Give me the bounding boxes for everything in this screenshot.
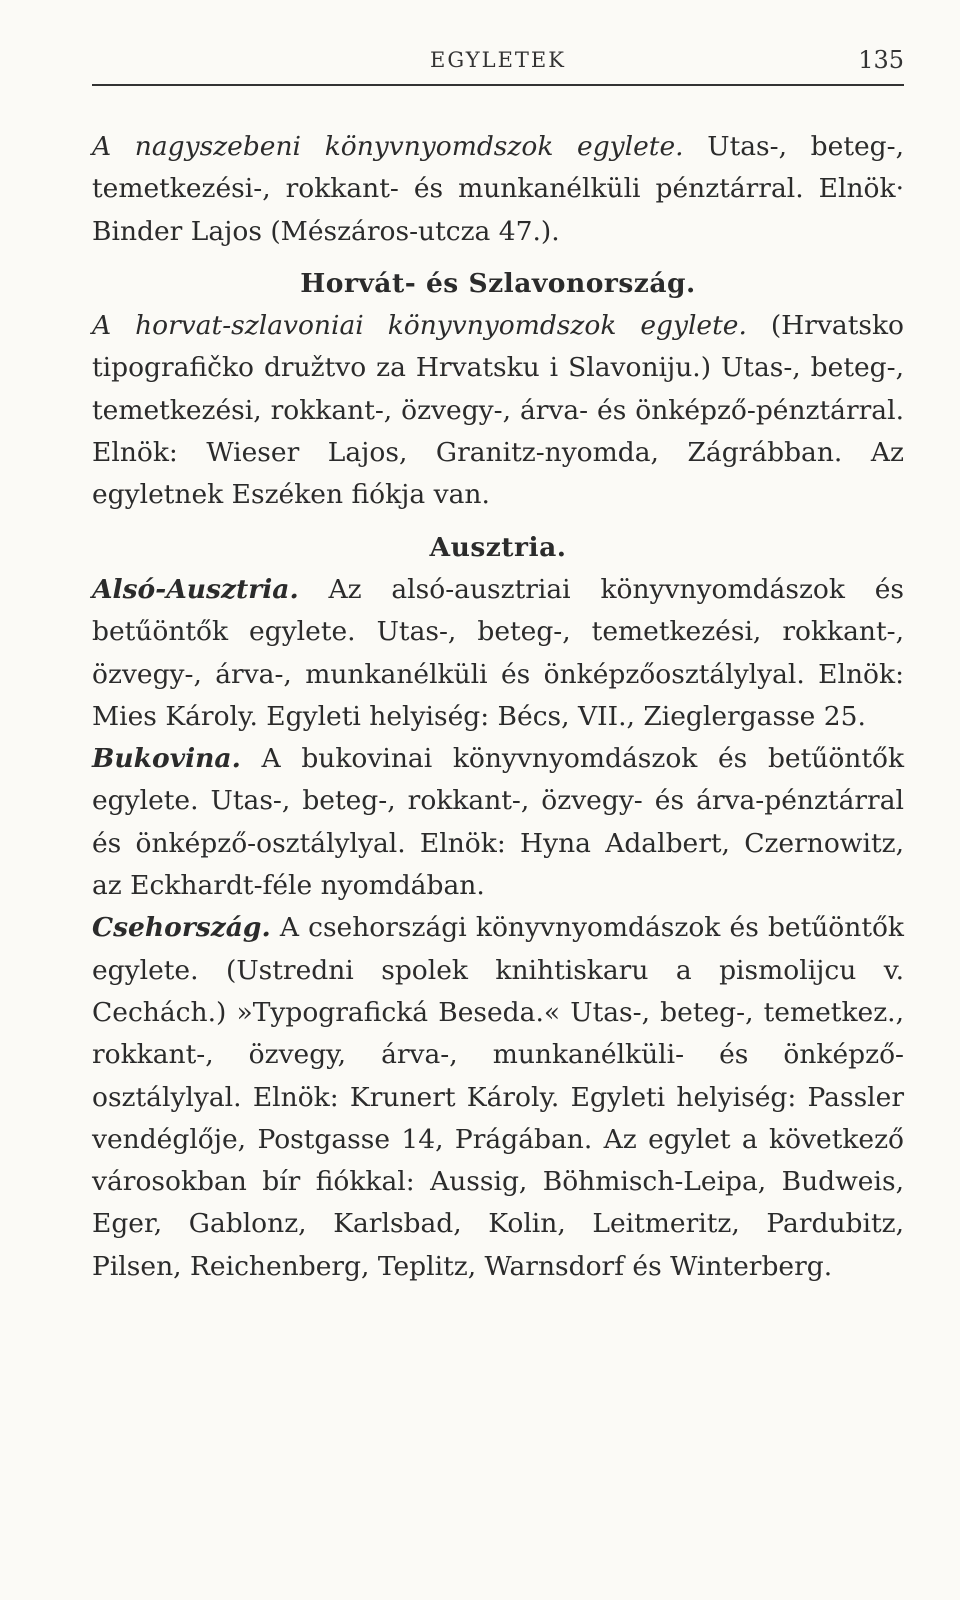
entry-lead: A nagyszebeni könyvnyomdszok egylete. xyxy=(92,131,684,162)
entry-text: A csehországi könyvnyomdászok és betűöntők egylete. (Ustredni spolek knihtiskaru a pismolijcu v. Cechách.) »Typografická Beseda.« Utas-, beteg-, temetkez., rokkant-, özvegy, árva-, munkanélküli- és önképző-osztálylyal. Elnök: Krunert Károly. Egyleti helyiség: Passler vendéglője, Postgasse 14, Prágában. Az egylet a következő városokban bír fiókkal: Aussig, Böhmisch-Leipa, Budweis, Eger, Gablonz, Karlsbad, Kolin, Leitmeritz, Pardubitz, Pilsen, Reichenberg, Teplitz, Warnsdorf és Winterberg. xyxy=(92,912,904,1282)
entry-lead: A horvat-szlavoniai könyvnyomdszok egylete. xyxy=(92,310,747,342)
page-number: 135 xyxy=(858,46,904,74)
running-title: EGYLETEK xyxy=(430,48,566,72)
entry-nagyszeben xyxy=(92,126,904,253)
entry-text: (Hrvatsko tipografičko družtvo za Hrvatsku i Slavoniju.) Utas-, beteg-, temetkezési, rokkant-, özvegy-, árva- és önképző-pénztárral. Elnök: Wieser Lajos, Granitz-nyomda, Zágrábban. Az egyletnek Eszéken fiókja van. xyxy=(92,310,904,511)
page-header xyxy=(92,44,904,86)
entry-text: Az alsó-ausztriai könyvnyomdászok és betűöntők egylete. Utas-, beteg-, temetkezési, rokkant-, özvegy-, árva-, munkanélküli és önképzőosztálylyal. Elnök: Mies Károly. Egyleti helyiség: Bécs, VII., Zieglergasse 25. xyxy=(92,573,904,732)
page-body xyxy=(92,126,904,1288)
entry-also-ausztria xyxy=(92,569,904,738)
section-title-ausztria: Ausztria. xyxy=(429,531,567,563)
entry-lead: Csehország. xyxy=(92,912,271,944)
entry-lead: Bukovina. xyxy=(92,743,241,775)
entry-csehorszag xyxy=(92,907,904,1288)
entry-bukovina xyxy=(92,738,904,907)
entry-text: A bukovinai könyvnyomdászok és betűöntők egylete. Utas-, beteg-, rokkant-, özvegy- és árva-pénztárral és önképző-osztálylyal. Elnök: Hyna Adalbert, Czernowitz, az Eckhardt-féle nyomdában. xyxy=(92,743,904,902)
entry-text: Utas-, beteg-, temetkezési-, rokkant- és munkanélküli pénztárral. Elnök· Binder Lajos (Mészáros-utcza 47.). xyxy=(92,131,904,247)
entry-horvat-szlavon xyxy=(92,305,904,516)
entry-lead: Alsó-Ausztria. xyxy=(92,573,299,605)
section-title-horvat: Horvát- és Szlavonország. xyxy=(300,267,696,299)
